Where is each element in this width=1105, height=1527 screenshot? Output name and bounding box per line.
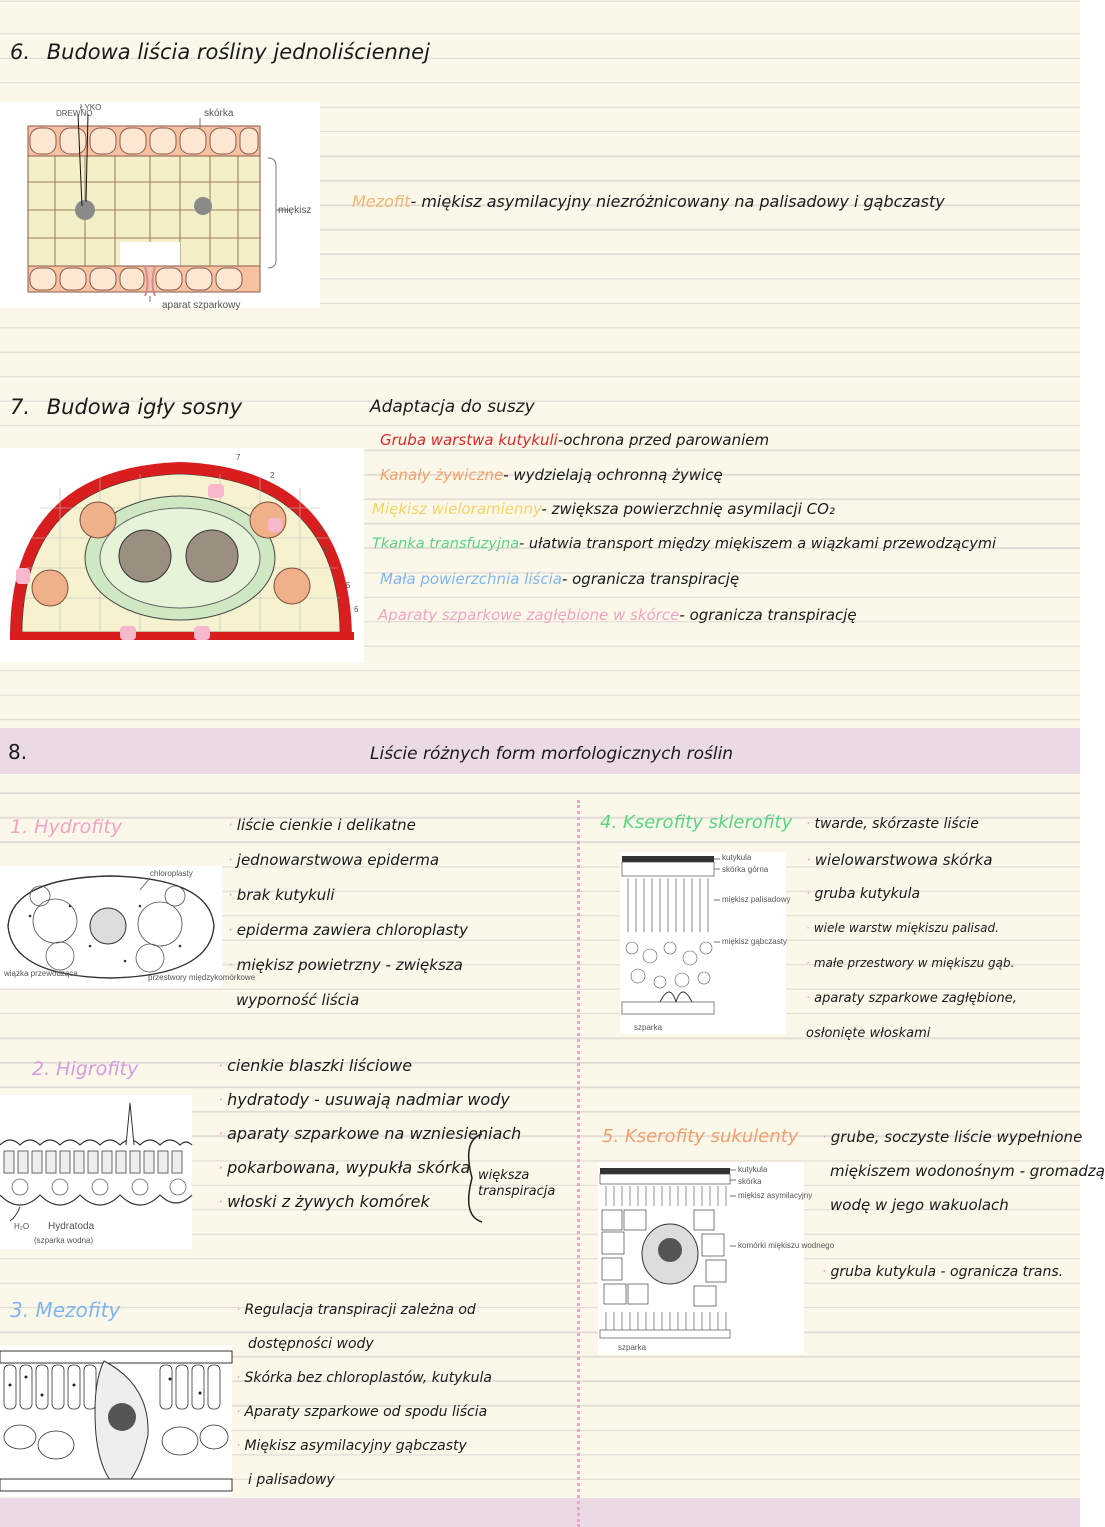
hydrophyte-figure [0,866,256,988]
mezo-point-1: · Regulacja transpiracji zależna od [236,1302,492,1336]
section-7-title: Budowa igły sosny [46,395,243,419]
adaptation-item-6 [378,606,857,624]
fig7-number-4: 4 [324,545,329,554]
bottom-band [0,1498,1080,1527]
mezo-point-2: dostępności wody [248,1336,374,1352]
section-7-number: 7. [10,395,31,419]
adaptation-item-3 [372,500,835,518]
fig7-number-5: 5 [346,581,351,590]
hydrofity-title: 1. Hydrofity [10,816,123,838]
hydro-point-4: · epiderma zawiera chloroplasty [228,921,468,956]
hydro-point-5: · miękisz powietrzny - zwiększa [228,956,468,991]
adaptation-key-2: Kanały żywiczne [380,466,504,484]
adaptation-text-6: - ogranicza transpirację [679,606,857,624]
sklerofity-points [806,816,1017,1061]
higro-brace-note: większa transpiracja [478,1168,556,1199]
mezo-point-3: · Skórka bez chloroplastów, kutykula [236,1370,492,1404]
adaptation-title: Adaptacja do suszy [370,397,535,417]
sukul-point-4: · gruba kutykula - ogranicza trans. [822,1264,1105,1298]
sukul-label-kutykula: kutykula [738,1165,768,1174]
sukulenty-title: 5. Kserofity sukulenty [602,1126,799,1147]
sklero-point-2: · wielowarstwowa skórka [806,851,1017,886]
higro-label-szparka: (szparka wodna) [34,1236,94,1245]
adaptation-key-3: Miękisz wieloramienny [372,500,542,518]
mezofit-term: Mezofit [352,192,411,211]
sukul-label-asym: miękisz asymilacyjny [738,1191,813,1200]
mezofity-points [236,1302,492,1506]
column-divider [577,800,580,1527]
fig6-label-aparat: aparat szparkowy [162,300,241,311]
adaptation-item-5 [380,570,739,588]
hydro-point-2: · jednowarstwowa epiderma [228,851,468,886]
adaptation-text-2: - wydzielają ochronną żywicę [503,466,723,484]
adaptation-item-4 [372,536,996,552]
section-7-heading [10,395,242,419]
sklero-point-4: · wiele warstw miękiszu palisad. [806,921,1017,956]
adaptation-key-1: Gruba warstwa kutykuli [380,431,558,449]
sklero-label-palisadowy: miękisz palisadowy [722,895,791,904]
adaptation-key-4: Tkanka transfuzyjna [372,536,520,552]
section-6-heading [10,40,430,64]
fig7-number-1: 7 [236,453,241,462]
adaptation-text-1: -ochrona przed parowaniem [557,431,770,449]
fig6-label-skorka: skórka [204,108,234,119]
sukul-label-wodny: komórki miękiszu wodnego [738,1241,835,1250]
higro-label-hydratoda: Hydratoda [48,1221,95,1232]
succulent-figure [598,1162,835,1354]
adaptation-text-3: - zwiększa powierzchnię asymilacji CO₂ [541,500,835,518]
monocot-leaf-figure [0,102,320,311]
higro-point-4: · pokarbowana, wypukła skórka [218,1158,521,1192]
hydro-label-przestwory: przestwory międzykomórkowe [148,973,256,982]
section-6-number: 6. [10,40,31,64]
mezo-point-4: · Aparaty szparkowe od spodu liścia [236,1404,492,1438]
pine-needle-figure [0,448,364,663]
sklero-label-gabczasty: miękisz gąbczasty [722,937,787,946]
sklero-point-1: · twarde, skórzaste liście [806,816,1017,851]
section-6-note [352,192,945,211]
sclerophyte-figure [620,852,791,1034]
sukul-point-3: wodę w jego wakuolach [830,1196,1009,1214]
sklero-point-7: osłonięte włoskami [806,1026,931,1041]
mezo-point-6: i palisadowy [248,1472,335,1488]
adaptation-key-5: Mała powierzchnia liścia [380,570,562,588]
sukul-label-skorka: skórka [738,1177,762,1186]
fig7-number-3: 3 [318,525,323,534]
hydro-label-wiazka: wiązka przewodząca [4,969,78,978]
sklerofity-title: 4. Kserofity sklerofity [600,812,793,833]
sukulenty-points [822,1128,1105,1298]
fig7-number-2: 2 [270,471,275,480]
adaptation-text-4: - ułatwia transport między miękiszem a wiązkami przewodzącymi [519,536,997,552]
hydrofity-points [228,816,468,1026]
sklero-point-5: · małe przestwory w miękiszu gąb. [806,956,1017,991]
higrofity-title: 2. Higrofity [32,1058,139,1080]
fig6-label-lyko: ŁYKO [80,103,102,112]
adaptation-item-2 [380,466,723,484]
hydro-point-3: · brak kutykuli [228,886,468,921]
fig6-label-drewno: DREWNO [56,109,93,118]
sukul-label-szparka: szparka [618,1343,647,1352]
higro-point-5: · włoski z żywych komórek [218,1192,521,1226]
fig7-number-6: 6 [354,605,359,614]
sklero-point-6: · aparaty szparkowe zagłębione, [806,991,1017,1026]
higro-point-3: · aparaty szparkowe na wzniesieniach [218,1124,521,1158]
sukul-point-2: miękiszem wodonośnym - gromadzą [830,1162,1105,1180]
sklero-label-skorka: skórka górna [722,865,769,874]
hydro-point-6: wyporność liścia [236,991,360,1009]
sklero-label-szparka: szparka [634,1023,663,1032]
mezofit-definition: - miękisz asymilacyjny niezróżnicowany na palisadowy i gąbczasty [410,192,945,211]
fig6-label-miekisz: miękisz [278,205,312,216]
higro-point-1: · cienkie blaszki liściowe [218,1056,521,1090]
hydro-label-chloroplasty: chloroplasty [150,869,193,878]
section-8-title: Liście różnych form morfologicznych roślin [370,744,734,764]
mesophyte-figure [0,1345,232,1497]
higro-point-2: · hydratody - usuwają nadmiar wody [218,1090,521,1124]
adaptation-item-1 [380,431,769,449]
hydro-point-1: · liście cienkie i delikatne [228,816,468,851]
section-8-number: 8. [8,740,28,764]
higro-label-h2o: H₂O [14,1222,30,1231]
section-6-title: Budowa liścia rośliny jednoliściennej [46,40,430,64]
sklero-label-kutykula: kutykula [722,853,752,862]
hygrophyte-figure [0,1095,192,1249]
mezofity-title: 3. Mezofity [10,1298,121,1322]
sukul-point-1: · grube, soczyste liście wypełnione [822,1128,1105,1162]
sklero-point-3: · gruba kutykula [806,886,1017,921]
mezo-point-5: · Miękisz asymilacyjny gąbczasty [236,1438,492,1472]
adaptation-key-6: Aparaty szparkowe zagłębione w skórce [378,606,680,624]
adaptation-text-5: - ogranicza transpirację [561,570,740,588]
